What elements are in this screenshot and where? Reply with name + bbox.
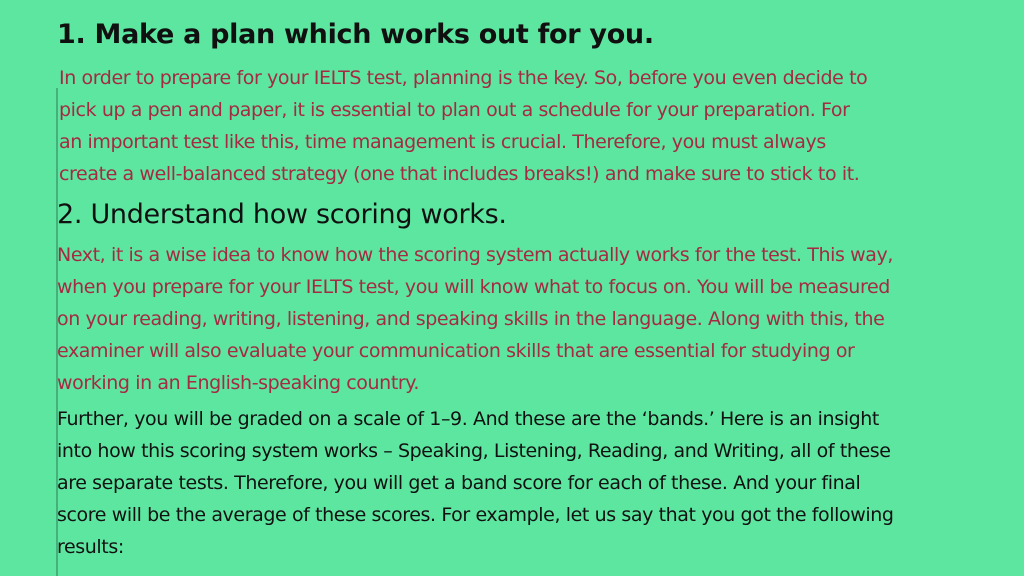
paragraph-line: results:: [57, 536, 124, 558]
paragraph-line: In order to prepare for your IELTS test, planning is the key. So, before you even decide to: [59, 67, 868, 89]
section-1-paragraph: [59, 62, 867, 190]
paragraph-line: Next, it is a wise idea to know how the scoring system actually works for the test. This way,: [57, 244, 893, 266]
paragraph-line: when you prepare for your IELTS test, you will know what to focus on. You will be measured: [57, 276, 890, 298]
paragraph-line: create a well-balanced strategy (one that includes breaks!) and make sure to stick to it.: [59, 163, 860, 185]
section-2-paragraph: [57, 239, 893, 399]
paragraph-line: score will be the average of these scores. For example, let us say that you got the following: [57, 504, 894, 526]
paragraph-line: examiner will also evaluate your communication skills that are essential for studying or: [57, 340, 855, 362]
paragraph-line: Further, you will be graded on a scale of 1–9. And these are the ‘bands.’ Here is an insight: [57, 408, 879, 430]
paragraph-line: are separate tests. Therefore, you will get a band score for each of these. And your final: [57, 472, 861, 494]
paragraph-line: on your reading, writing, listening, and speaking skills in the language. Along with this, the: [57, 308, 885, 330]
paragraph-line: pick up a pen and paper, it is essential to plan out a schedule for your preparation. For: [59, 99, 850, 121]
paragraph-line: working in an English-speaking country.: [57, 372, 420, 394]
section-2-heading: 2. Understand how scoring works.: [57, 199, 507, 230]
paragraph-line: an important test like this, time management is crucial. Therefore, you must always: [59, 131, 826, 153]
section-1-heading: 1. Make a plan which works out for you.: [57, 19, 654, 50]
paragraph-line: into how this scoring system works – Speaking, Listening, Reading, and Writing, all of these: [57, 440, 891, 462]
section-2-paragraph-2: [57, 403, 894, 563]
